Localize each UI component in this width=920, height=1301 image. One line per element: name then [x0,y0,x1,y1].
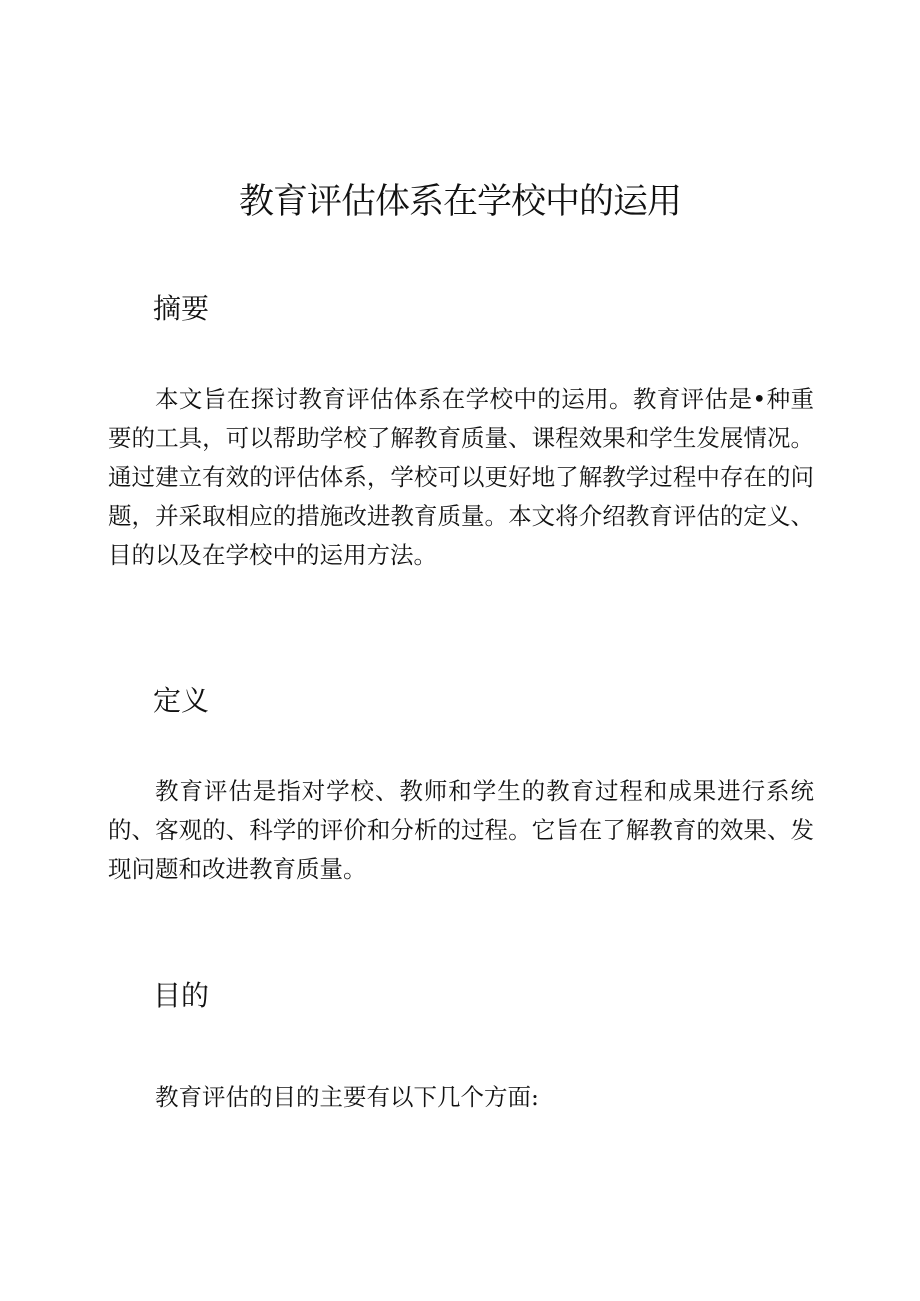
document-title: 教育评估体系在学校中的运用 [238,182,681,222]
section-heading-definition: 定义 [153,684,210,717]
section-heading-abstract: 摘要 [153,292,210,325]
section-paragraph-abstract: 本文旨在探讨教育评估体系在学校中的运用。教育评估是•种重要的工具，可以帮助学校了解教育质量、课程效果和学生发展情况。通过建立有效的评估体系，学校可以更好地了解教学过程中存在的问题，并采取相应的措施改进教育质量。本文将介绍教育评估的定义、目的以及在学校中的运用方法。 [108,385,814,569]
section-paragraph-definition: 教育评估是指对学校、教师和学生的教育过程和成果进行系统的、客观的、科学的评价和分析的过程。它旨在了解教育的效果、发现问题和改进教育质量。 [108,777,814,883]
section-paragraph-purpose: 教育评估的目的主要有以下几个方面: [155,1083,539,1111]
section-heading-purpose: 目的 [153,979,210,1012]
